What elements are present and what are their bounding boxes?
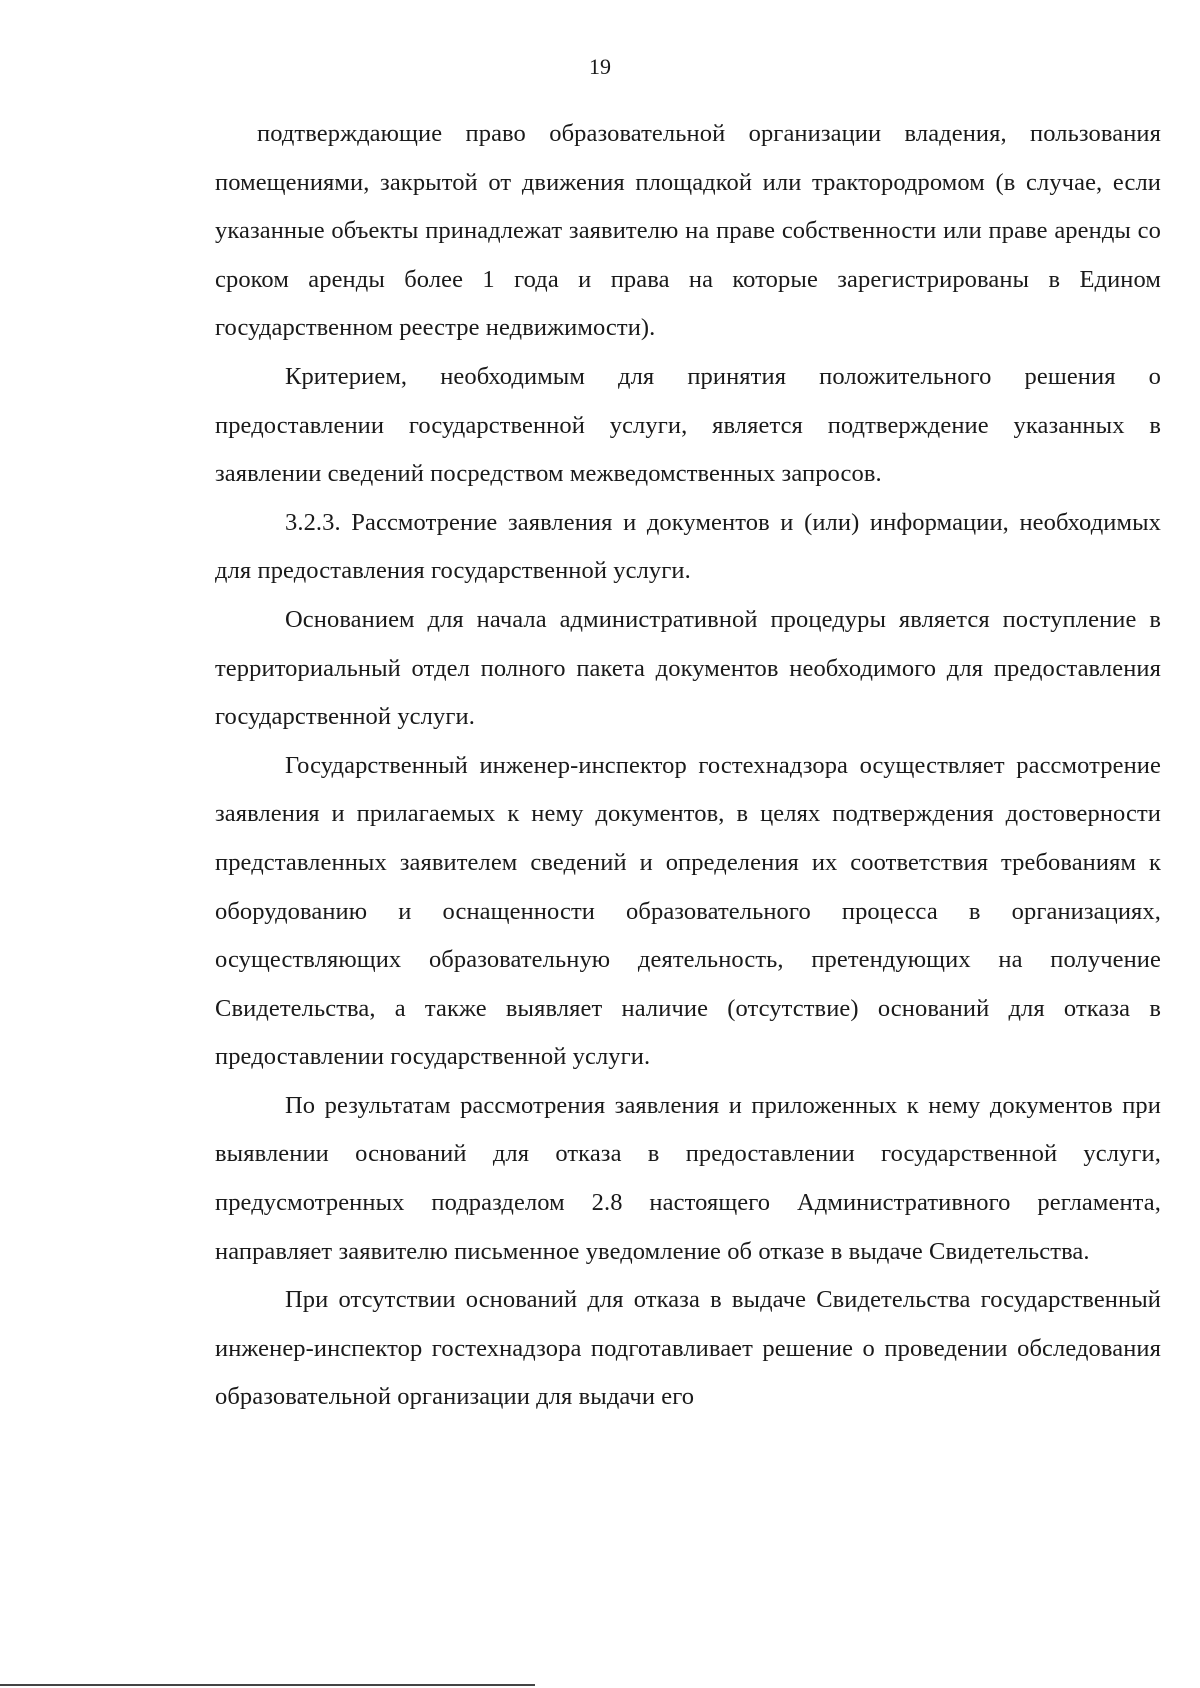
paragraph-no-grounds: При отсутствии оснований для отказа в выдаче Свидетельства государственный инженер-инспектор гостехнадзора подготавливает решение о проведении обследования образовательной организации для выдачи его bbox=[215, 1286, 1161, 1411]
paragraph-criterion: Критерием, необходимым для принятия положительного решения о предоставлении государственной услуги, является подтверждение указанных в заявлении сведений посредством межведомственных запросов. bbox=[215, 362, 1161, 488]
paragraph-continuation: подтверждающие право образовательной организации владения, пользования помещениями, закрытой от движения площадкой или трактородромом (в случае, если указанные объекты принадлежат заявителю на праве собственности или праве аренды со сроком аренды более 1 года и права на которые зарегистрированы в Едином государственном реестре недвижимости). bbox=[215, 120, 1161, 342]
paragraph-review-results: По результатам рассмотрения заявления и приложенных к нему документов при выявлении оснований для отказа в предоставлении государственной услуги, предусмотренных подразделом 2.8 настоящего Административного регламента, направляет заявителю письменное уведомление об отказе в выдаче Свидетельства. bbox=[215, 1091, 1161, 1265]
paragraph-basis: Основанием для начала административной процедуры является поступление в территориальный отдел полного пакета документов необходимого для предоставления государственной услуги. bbox=[215, 605, 1161, 731]
paragraph-section-3-2-3: 3.2.3. Рассмотрение заявления и документов и (или) информации, необходимых для предоставления государственной услуги. bbox=[215, 508, 1161, 585]
paragraph-inspector-review: Государственный инженер-инспектор гостехнадзора осуществляет рассмотрение заявления и прилагаемых к нему документов, в целях подтверждения достоверности представленных заявителем сведений и определения их соответствия требованиям к оборудованию и оснащенности образовательного процесса в организациях, осуществляющих образовательную деятельность, претендующих на получение Свидетельства, а также выявляет наличие (отсутствие) оснований для отказа в предоставлении государственной услуги. bbox=[215, 751, 1161, 1071]
document-body bbox=[215, 110, 1161, 1422]
page-number: 19 bbox=[589, 54, 611, 79]
bottom-divider bbox=[0, 1684, 535, 1686]
